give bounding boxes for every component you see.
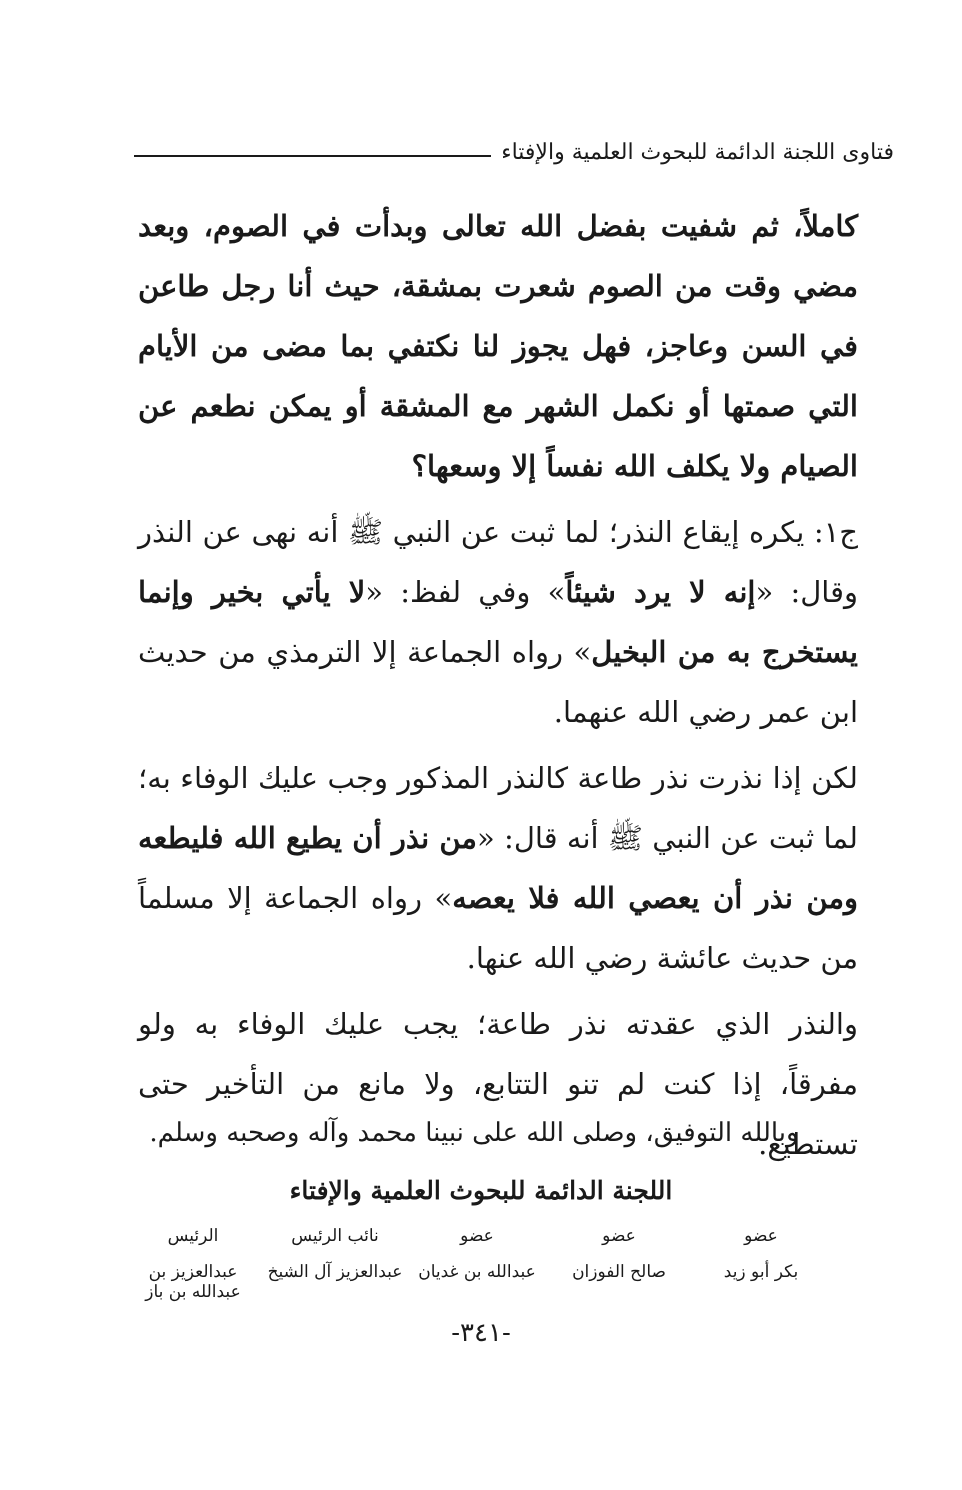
answer-paragraph-1 <box>138 502 858 742</box>
header-title: فتاوى اللجنة الدائمة للبحوث العلمية والإفتاء <box>501 140 894 165</box>
answer-paragraph-3: والنذر الذي عقدته نذر طاعة؛ يجب عليك الوفاء به ولو مفرقاً، إذا كنت لم تنو التتابع، ولا مانع من التأخير حتى تستطيع. <box>138 1007 858 1161</box>
signatory-name: عبدالعزيز بن عبدالله بن باز <box>145 1262 241 1302</box>
signatory-title: نائب الرئيس <box>291 1226 379 1246</box>
signatory-title: عضو <box>744 1226 778 1246</box>
answer-paragraph-2 <box>138 748 858 988</box>
answer-text: » وفي لفظ: « <box>365 575 566 609</box>
question-text: كاملاً، ثم شفيت بفضل الله تعالى وبدأت في الصوم، وبعد مضي وقت من الصوم شعرت بمشقة، حيث أنا رجل طاعن في السن وعاجز، فهل يجوز لنا نكتفي بما مضى من الأيام التي صمتها أو نكمل الشهر مع المشقة أو يمكن نطعم عن الصيام ولا يكلف الله نفساً إلا وسعها؟ <box>138 209 858 483</box>
signatory-title: عضو <box>602 1226 636 1246</box>
signatory-name: عبدالله بن غديان <box>418 1262 536 1282</box>
signatory-title: الرئيس <box>167 1226 219 1246</box>
fatwa-body <box>138 196 858 1174</box>
signatory-names <box>122 1262 832 1302</box>
signatory-name: صالح الفوزان <box>572 1262 666 1282</box>
answer-text: » رواه الجماعة إلا الترمذي من حديث ابن عمر رضي الله عنهما. <box>138 635 858 729</box>
header-rule <box>134 155 491 157</box>
signatory-name: بكر أبو زيد <box>723 1262 799 1282</box>
answer-text: لكن إذا نذرت نذر طاعة كالنذر المذكور وجب عليك الوفاء به؛ لما ثبت عن النبي ﷺ أنه قال: « <box>138 761 858 855</box>
committee-name: اللجنة الدائمة للبحوث العلمية والإفتاء <box>289 1176 673 1205</box>
answer-text: ج١: يكره إيقاع النذر؛ لما ثبت عن النبي ﷺ أنه نهى عن النذر وقال: « <box>138 515 858 609</box>
closing-line: وبالله التوفيق، وصلى الله على نبينا محمد وآله وصحبه وسلم. <box>149 1118 799 1148</box>
page-number: -٣٤١- <box>451 1318 511 1348</box>
signatory-name: عبدالعزيز آل الشيخ <box>267 1262 403 1282</box>
signatory-title: عضو <box>460 1226 494 1246</box>
answer-text: » رواه الجماعة إلا مسلماً من حديث عائشة رضي الله عنها. <box>138 881 858 975</box>
hadith-quote: إنه لا يرد شيئاً <box>565 575 756 609</box>
signatory-titles <box>122 1226 832 1246</box>
hadith-quote: لا يأتي بخير وإنما يستخرج به من البخيل <box>138 575 858 669</box>
hadith-quote: من نذر أن يطيع الله فليطعه ومن نذر أن يعصي الله فلا يعصه <box>138 821 858 915</box>
running-header <box>134 140 894 165</box>
